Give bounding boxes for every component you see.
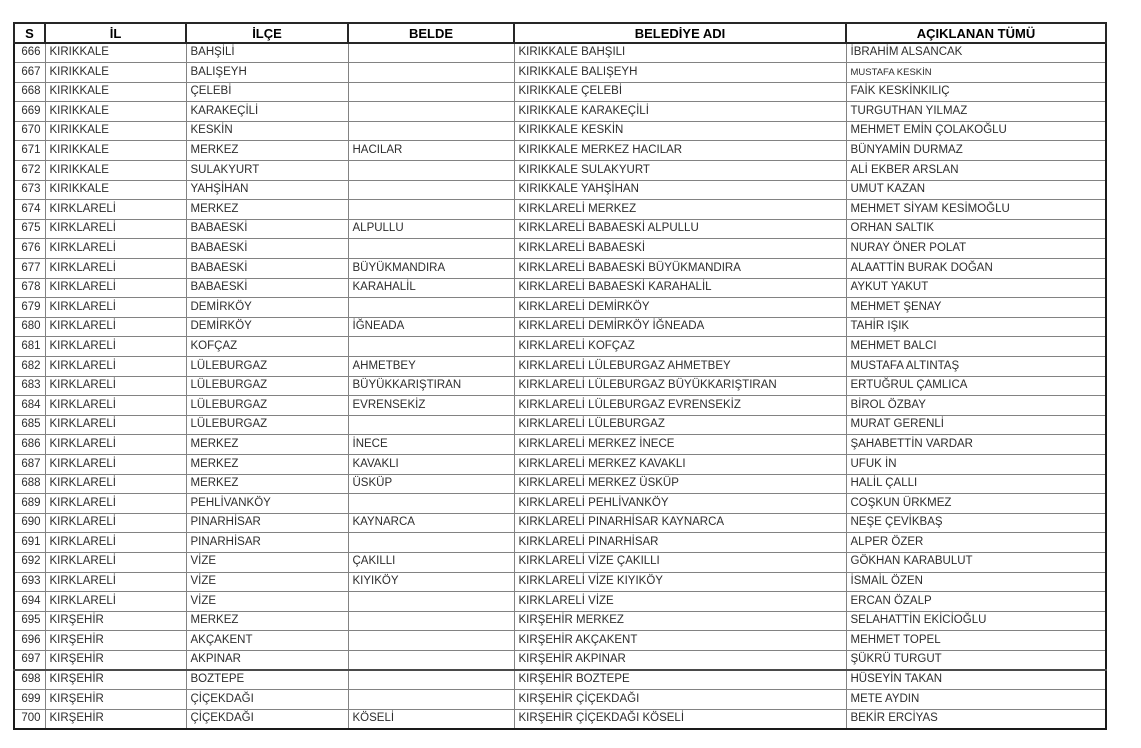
cell-s: 687 [14,454,45,474]
cell-belediye: KIRIKKALE YAHŞİHAN [514,180,846,200]
table-row [14,121,1106,141]
cell-aciklanan: UFUK İN [846,454,1106,474]
cell-belde [348,631,514,651]
cell-ilce: BOZTEPE [186,670,348,690]
cell-s: 690 [14,513,45,533]
table-header [14,23,1106,43]
cell-belediye: KIRKLARELİ BABAESKİ KARAHALİL [514,278,846,298]
cell-ilce: LÜLEBURGAZ [186,357,348,377]
cell-belediye: KIRŞEHİR BOZTEPE [514,670,846,690]
cell-s: 679 [14,298,45,318]
cell-il: KIRŞEHİR [45,670,186,690]
cell-belde [348,161,514,181]
cell-aciklanan: MUSTAFA ALTINTAŞ [846,357,1106,377]
table-row [14,396,1106,416]
table-row [14,298,1106,318]
cell-ilce: MERKEZ [186,435,348,455]
cell-s: 676 [14,239,45,259]
cell-il: KIRKLARELİ [45,376,186,396]
cell-ilce: LÜLEBURGAZ [186,415,348,435]
cell-s: 686 [14,435,45,455]
cell-s: 695 [14,611,45,631]
cell-il: KIRKLARELİ [45,454,186,474]
table-row [14,709,1106,729]
cell-il: KIRIKKALE [45,180,186,200]
header-row [14,23,1106,43]
cell-belde: BÜYÜKMANDIRA [348,259,514,279]
cell-s: 674 [14,200,45,220]
table-row [14,690,1106,710]
cell-s: 677 [14,259,45,279]
cell-belediye: KIRKLARELİ KOFÇAZ [514,337,846,357]
cell-belde: KIYIKÖY [348,572,514,592]
cell-ilce: ÇİÇEKDAĞI [186,690,348,710]
column-header-il: İL [45,23,186,43]
cell-belde [348,121,514,141]
table-row [14,82,1106,102]
cell-s: 670 [14,121,45,141]
cell-s: 675 [14,219,45,239]
cell-belediye: KIRKLARELİ LÜLEBURGAZ AHMETBEY [514,357,846,377]
cell-belde [348,239,514,259]
table-row [14,102,1106,122]
cell-belde [348,298,514,318]
cell-aciklanan: FAİK KESKİNKILIÇ [846,82,1106,102]
table-body [14,43,1106,729]
cell-il: KIRKLARELİ [45,592,186,612]
cell-ilce: KARAKEÇİLİ [186,102,348,122]
table-row [14,219,1106,239]
cell-belediye: KIRKLARELİ VİZE KIYIKÖY [514,572,846,592]
cell-il: KIRIKKALE [45,82,186,102]
table-row [14,592,1106,612]
cell-aciklanan: METE AYDIN [846,690,1106,710]
cell-s: 697 [14,650,45,670]
cell-aciklanan: TAHİR IŞIK [846,317,1106,337]
table-row [14,435,1106,455]
cell-belediye: KIRIKKALE KARAKEÇİLİ [514,102,846,122]
cell-belediye: KIRŞEHİR AKÇAKENT [514,631,846,651]
cell-il: KIRŞEHİR [45,650,186,670]
table-row [14,239,1106,259]
cell-belde: İĞNEADA [348,317,514,337]
cell-aciklanan: ALAATTİN BURAK DOĞAN [846,259,1106,279]
cell-belde: EVRENSEKİZ [348,396,514,416]
cell-belediye: KIRKLARELİ PINARHİSAR KAYNARCA [514,513,846,533]
cell-aciklanan: ERTUĞRUL ÇAMLICA [846,376,1106,396]
cell-aciklanan: AYKUT YAKUT [846,278,1106,298]
table-row [14,43,1106,63]
cell-ilce: PEHLİVANKÖY [186,494,348,514]
cell-aciklanan: MEHMET BALCI [846,337,1106,357]
cell-s: 688 [14,474,45,494]
cell-s: 669 [14,102,45,122]
cell-belde [348,415,514,435]
cell-s: 672 [14,161,45,181]
cell-aciklanan: ALPER ÖZER [846,533,1106,553]
cell-ilce: BALIŞEYH [186,63,348,83]
cell-belediye: KIRKLARELİ PEHLİVANKÖY [514,494,846,514]
cell-aciklanan: COŞKUN ÜRKMEZ [846,494,1106,514]
cell-s: 671 [14,141,45,161]
cell-ilce: LÜLEBURGAZ [186,376,348,396]
cell-ilce: BABAESKİ [186,239,348,259]
cell-il: KIRKLARELİ [45,337,186,357]
cell-belde: ALPULLU [348,219,514,239]
cell-belediye: KIRKLARELİ DEMİRKÖY İĞNEADA [514,317,846,337]
table-row [14,141,1106,161]
cell-ilce: PINARHİSAR [186,513,348,533]
cell-s: 673 [14,180,45,200]
cell-belediye: KIRKLARELİ BABAESKİ [514,239,846,259]
cell-belde [348,611,514,631]
table-row [14,572,1106,592]
cell-belde: HACILAR [348,141,514,161]
cell-s: 678 [14,278,45,298]
cell-s: 696 [14,631,45,651]
table-row [14,454,1106,474]
cell-s: 693 [14,572,45,592]
cell-aciklanan: NURAY ÖNER POLAT [846,239,1106,259]
cell-belde: İNECE [348,435,514,455]
cell-ilce: BABAESKİ [186,259,348,279]
cell-ilce: VİZE [186,572,348,592]
table-row [14,552,1106,572]
cell-il: KIRIKKALE [45,141,186,161]
cell-belediye: KIRIKKALE ÇELEBİ [514,82,846,102]
cell-il: KIRIKKALE [45,102,186,122]
cell-ilce: AKÇAKENT [186,631,348,651]
cell-aciklanan: İSMAİL ÖZEN [846,572,1106,592]
cell-il: KIRKLARELİ [45,239,186,259]
table-row [14,161,1106,181]
cell-belediye: KIRKLARELİ DEMİRKÖY [514,298,846,318]
table-row [14,670,1106,690]
cell-belediye: KIRIKKALE SULAKYURT [514,161,846,181]
table-row [14,494,1106,514]
cell-il: KIRKLARELİ [45,317,186,337]
cell-s: 666 [14,43,45,63]
cell-belde [348,180,514,200]
cell-belde [348,650,514,670]
cell-il: KIRŞEHİR [45,611,186,631]
cell-s: 692 [14,552,45,572]
cell-il: KIRKLARELİ [45,357,186,377]
table-row [14,513,1106,533]
cell-aciklanan: BÜNYAMİN DURMAZ [846,141,1106,161]
cell-aciklanan: MEHMET ŞENAY [846,298,1106,318]
cell-belde [348,82,514,102]
cell-belde: BÜYÜKKARIŞTIRAN [348,376,514,396]
cell-aciklanan: MEHMET SİYAM KESİMOĞLU [846,200,1106,220]
cell-s: 680 [14,317,45,337]
table-row [14,337,1106,357]
cell-ilce: VİZE [186,552,348,572]
cell-ilce: SULAKYURT [186,161,348,181]
cell-aciklanan: GÖKHAN KARABULUT [846,552,1106,572]
cell-il: KIRKLARELİ [45,435,186,455]
cell-ilce: ÇELEBİ [186,82,348,102]
column-header-belde: BELDE [348,23,514,43]
cell-belediye: KIRŞEHİR AKPINAR [514,650,846,670]
cell-belde: KAVAKLI [348,454,514,474]
cell-aciklanan: SELAHATTİN EKİCİOĞLU [846,611,1106,631]
cell-aciklanan: MEHMET EMİN ÇOLAKOĞLU [846,121,1106,141]
cell-il: KIRKLARELİ [45,259,186,279]
cell-ilce: MERKEZ [186,454,348,474]
cell-ilce: DEMİRKÖY [186,317,348,337]
column-header-ilce: İLÇE [186,23,348,43]
cell-s: 691 [14,533,45,553]
cell-belediye: KIRKLARELİ LÜLEBURGAZ [514,415,846,435]
cell-belde: KÖSELİ [348,709,514,729]
column-header-belediye-adi: BELEDİYE ADI [514,23,846,43]
cell-belde [348,102,514,122]
cell-s: 698 [14,670,45,690]
table-row [14,474,1106,494]
cell-belde [348,63,514,83]
cell-aciklanan: ŞAHABETTİN VARDAR [846,435,1106,455]
cell-aciklanan: UMUT KAZAN [846,180,1106,200]
cell-il: KIRŞEHİR [45,709,186,729]
cell-ilce: MERKEZ [186,474,348,494]
cell-il: KIRKLARELİ [45,278,186,298]
cell-belde [348,690,514,710]
cell-ilce: KOFÇAZ [186,337,348,357]
cell-aciklanan: MURAT GERENLİ [846,415,1106,435]
cell-il: KIRKLARELİ [45,415,186,435]
cell-belde [348,670,514,690]
cell-aciklanan: HÜSEYİN TAKAN [846,670,1106,690]
table-row [14,278,1106,298]
cell-belediye: KIRKLARELİ MERKEZ KAVAKLI [514,454,846,474]
cell-belediye: KIRKLARELİ VİZE [514,592,846,612]
cell-il: KIRIKKALE [45,161,186,181]
cell-belediye: KIRŞEHİR MERKEZ [514,611,846,631]
cell-belediye: KIRKLARELİ LÜLEBURGAZ EVRENSEKİZ [514,396,846,416]
cell-aciklanan: NEŞE ÇEVİKBAŞ [846,513,1106,533]
cell-s: 689 [14,494,45,514]
cell-aciklanan: BEKİR ERCİYAS [846,709,1106,729]
cell-s: 699 [14,690,45,710]
cell-s: 684 [14,396,45,416]
municipalities-table [13,22,1107,730]
cell-belde [348,533,514,553]
cell-ilce: MERKEZ [186,611,348,631]
cell-ilce: PINARHİSAR [186,533,348,553]
cell-s: 668 [14,82,45,102]
cell-ilce: BABAESKİ [186,219,348,239]
cell-belediye: KIRIKKALE MERKEZ HACILAR [514,141,846,161]
cell-ilce: DEMİRKÖY [186,298,348,318]
cell-il: KIRKLARELİ [45,513,186,533]
cell-aciklanan: ŞÜKRÜ TURGUT [846,650,1106,670]
cell-ilce: AKPINAR [186,650,348,670]
cell-aciklanan: ORHAN SALTIK [846,219,1106,239]
cell-il: KIRKLARELİ [45,396,186,416]
cell-aciklanan: TURGUTHAN YILMAZ [846,102,1106,122]
cell-il: KIRKLARELİ [45,494,186,514]
cell-belde [348,43,514,63]
table-row [14,631,1106,651]
cell-ilce: BABAESKİ [186,278,348,298]
column-header-aciklanan: AÇIKLANAN TÜMÜ [846,23,1106,43]
table-row [14,259,1106,279]
cell-aciklanan: ALİ EKBER ARSLAN [846,161,1106,181]
cell-belde: KARAHALİL [348,278,514,298]
cell-belde [348,592,514,612]
table-row [14,63,1106,83]
table-row [14,650,1106,670]
cell-s: 682 [14,357,45,377]
cell-ilce: MERKEZ [186,200,348,220]
cell-ilce: LÜLEBURGAZ [186,396,348,416]
cell-belediye: KIRŞEHİR ÇİÇEKDAĞI [514,690,846,710]
table-row [14,180,1106,200]
cell-aciklanan: HALİL ÇALLI [846,474,1106,494]
cell-s: 667 [14,63,45,83]
cell-belediye: KIRKLARELİ LÜLEBURGAZ BÜYÜKKARIŞTIRAN [514,376,846,396]
cell-s: 681 [14,337,45,357]
cell-belediye: KIRKLARELİ MERKEZ [514,200,846,220]
cell-belediye: KIRKLARELİ PINARHİSAR [514,533,846,553]
cell-belde: ÇAKILLI [348,552,514,572]
cell-ilce: VİZE [186,592,348,612]
cell-ilce: BAHŞİLİ [186,43,348,63]
cell-belediye: KIRKLARELİ MERKEZ ÜSKÜP [514,474,846,494]
cell-ilce: KESKİN [186,121,348,141]
cell-aciklanan: MUSTAFA KESKİN [846,63,1106,83]
cell-belde: AHMETBEY [348,357,514,377]
table-row [14,415,1106,435]
cell-belde [348,494,514,514]
cell-il: KIRIKKALE [45,43,186,63]
cell-belediye: KIRIKKALE KESKİN [514,121,846,141]
cell-belediye: KIRKLARELİ BABAESKİ ALPULLU [514,219,846,239]
cell-il: KIRŞEHİR [45,690,186,710]
cell-il: KIRIKKALE [45,121,186,141]
cell-s: 694 [14,592,45,612]
cell-belde [348,337,514,357]
cell-ilce: ÇİÇEKDAĞI [186,709,348,729]
cell-il: KIRKLARELİ [45,552,186,572]
cell-aciklanan: BİROL ÖZBAY [846,396,1106,416]
column-header-s: S [14,23,45,43]
cell-belediye: KIRKLARELİ BABAESKİ BÜYÜKMANDIRA [514,259,846,279]
table-row [14,317,1106,337]
table-row [14,611,1106,631]
table-row [14,357,1106,377]
cell-belde: ÜSKÜP [348,474,514,494]
cell-il: KIRKLARELİ [45,200,186,220]
table-row [14,200,1106,220]
cell-aciklanan: MEHMET TOPEL [846,631,1106,651]
cell-il: KIRŞEHİR [45,631,186,651]
cell-s: 700 [14,709,45,729]
cell-s: 685 [14,415,45,435]
cell-il: KIRKLARELİ [45,298,186,318]
cell-il: KIRKLARELİ [45,474,186,494]
table-row [14,533,1106,553]
cell-ilce: YAHŞİHAN [186,180,348,200]
cell-belde [348,200,514,220]
cell-aciklanan: ERCAN ÖZALP [846,592,1106,612]
cell-belediye: KIRKLARELİ MERKEZ İNECE [514,435,846,455]
cell-il: KIRKLARELİ [45,533,186,553]
cell-belediye: KIRIKKALE BAHŞILI [514,43,846,63]
cell-s: 683 [14,376,45,396]
cell-belediye: KIRŞEHİR ÇİÇEKDAĞI KÖSELİ [514,709,846,729]
table-row [14,376,1106,396]
cell-ilce: MERKEZ [186,141,348,161]
cell-il: KIRIKKALE [45,63,186,83]
cell-aciklanan: İBRAHİM ALSANCAK [846,43,1106,63]
cell-belde: KAYNARCA [348,513,514,533]
cell-belediye: KIRKLARELİ VİZE ÇAKILLI [514,552,846,572]
cell-il: KIRKLARELİ [45,572,186,592]
cell-belediye: KIRIKKALE BALIŞEYH [514,63,846,83]
cell-il: KIRKLARELİ [45,219,186,239]
